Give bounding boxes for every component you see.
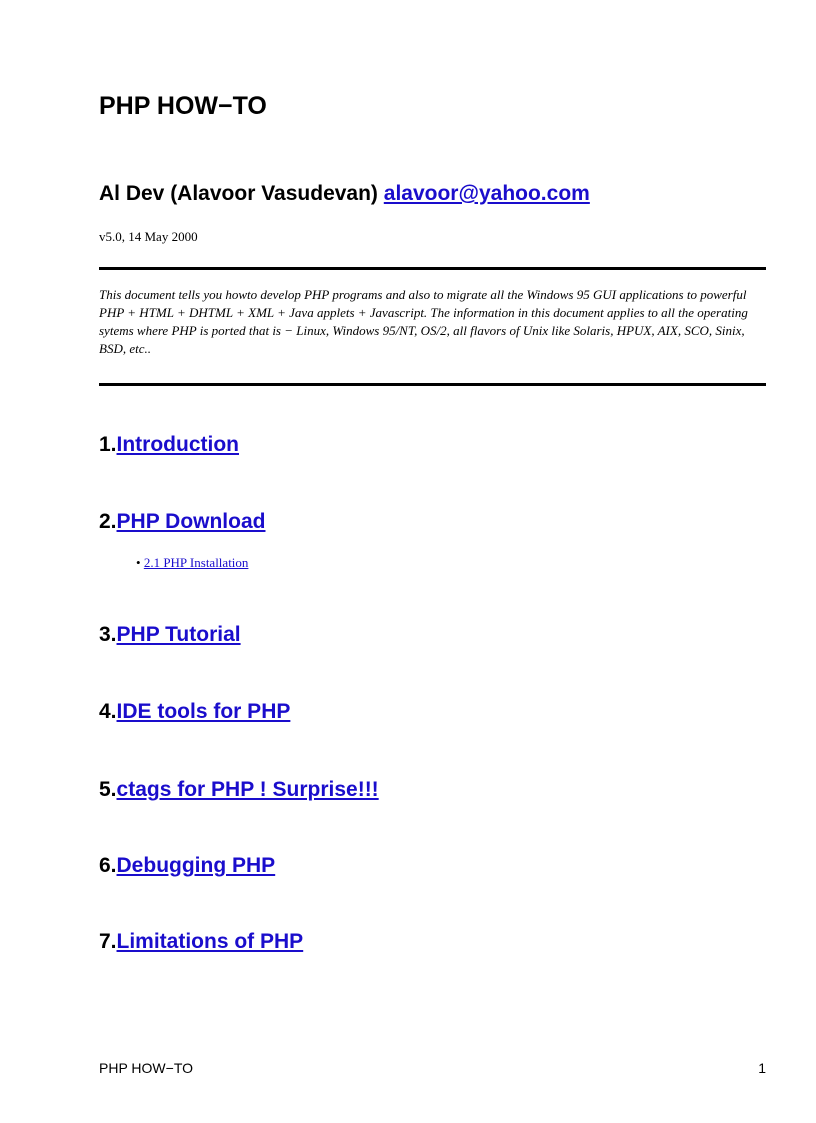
toc-section-2 — [99, 508, 265, 536]
toc-section-1 — [99, 431, 239, 459]
author-email-link[interactable]: alavoor@yahoo.com — [383, 182, 590, 205]
toc-section-7 — [99, 928, 303, 956]
toc-link-introduction[interactable]: Introduction — [116, 433, 239, 456]
author-heading — [99, 180, 590, 208]
toc-link-ctags[interactable]: ctags for PHP ! Surprise!!! — [116, 778, 379, 801]
toc-section-number: 5. — [99, 778, 117, 801]
document-title: PHP HOW−TO — [99, 92, 267, 120]
horizontal-rule-bottom — [99, 383, 766, 386]
toc-link-php-download[interactable]: PHP Download — [116, 510, 266, 533]
version-date: v5.0, 14 May 2000 — [99, 229, 198, 244]
toc-link-limitations[interactable]: Limitations of PHP — [116, 930, 304, 953]
footer-title: PHP HOW−TO — [99, 1060, 194, 1076]
toc-section-4 — [99, 698, 290, 726]
horizontal-rule-top — [99, 267, 766, 270]
toc-link-debugging[interactable]: Debugging PHP — [116, 854, 276, 877]
toc-section-number: 2. — [99, 510, 117, 533]
bullet-icon: • — [136, 555, 141, 570]
toc-section-number: 4. — [99, 700, 117, 723]
footer-page-number: 1 — [758, 1060, 766, 1076]
author-name: Al Dev (Alavoor Vasudevan) — [99, 182, 378, 205]
toc-subsection-2-1 — [136, 555, 248, 571]
toc-section-5 — [99, 776, 379, 804]
toc-section-number: 3. — [99, 623, 117, 646]
toc-section-6 — [99, 852, 275, 880]
toc-link-php-installation[interactable]: 2.1 PHP Installation — [143, 555, 249, 570]
toc-link-php-tutorial[interactable]: PHP Tutorial — [116, 623, 241, 646]
toc-section-number: 1. — [99, 433, 117, 456]
toc-section-3 — [99, 621, 241, 649]
toc-link-ide-tools[interactable]: IDE tools for PHP — [116, 700, 291, 723]
toc-section-number: 6. — [99, 854, 117, 877]
abstract-text: This document tells you howto develop PHP programs and also to migrate all the Windows 95 GUI applications to powerful PHP + HTML + DHTML + XML + Java applets + Javascript. The information in this document applies to all the operating sytems where PHP is ported that is − Linux, Windows 95/NT, OS/2, all flavors of Unix like Solaris, HPUX, AIX, SCO, Sinix, BSD, etc.. — [99, 287, 748, 356]
toc-section-number: 7. — [99, 930, 117, 953]
